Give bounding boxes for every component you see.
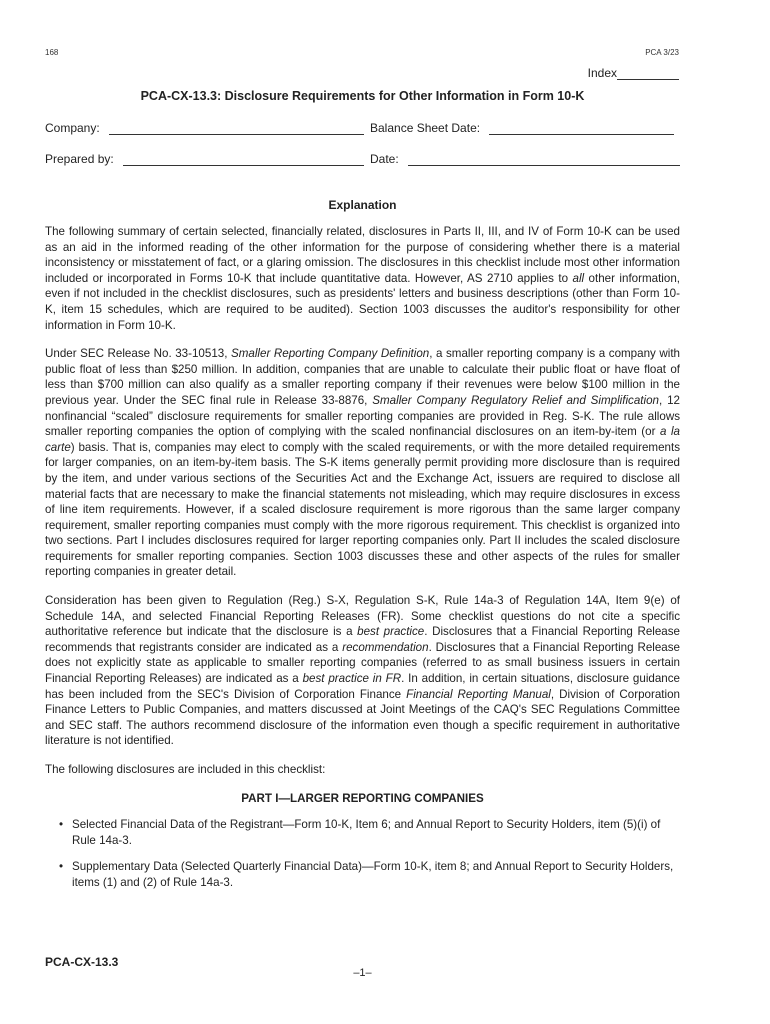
balance-sheet-date-label: Balance Sheet Date: [370, 121, 481, 135]
paragraph-smaller-reporting: Under SEC Release No. 33-10513, Smaller Reporting Company Definition, a smaller reporting company is a company with public float of less than $250 million. In addition, companies that are unable to calculate their public float or have float of less than $700 million can also qualify as a smaller reporting company if their revenues were below $100 million in the previous year. Under the SEC final rule in Release 33-8876, Smaller Company Regulatory Relief and Simplification, 12 nonfinancial “scaled” disclosure requirements for smaller reporting companies are provided in Reg. S-K. The rule allows smaller reporting companies the option of complying with the scaled nonfinancial disclosures on an item-by-item (or a la carte) basis. That is, companies may elect to comply with the scaled requirements, or with the more detailed requirements for larger companies, on an item-by-item basis. The S-K items generally permit providing more disclosure than is required by the item, and under various sections of the Securities Act and the Exchange Act, issuers are required to disclose all material facts that are necessary to make the financial statements not misleading, which may require disclosures in excess of line item requirements. However, if a scaled disclosure requirement is more rigorous than the same larger company requirement, smaller reporting companies must comply with the more rigorous requirement. This checklist is organized into two sections. Part I includes disclosures required for larger reporting companies only. Part II includes the scaled disclosure requirements for smaller reporting companies. Section 1003 discusses these and other aspects of the rules for smaller reporting companies in greater detail. [45, 347, 680, 579]
paragraph-summary: The following summary of certain selected, financially related, disclosures in Parts II, III, and IV of Form 10-K can be used as an aid in the informed reading of the other information for the purpose of considering whether there is a material inconsistency or misstatement of fact, or a glaring omission. The disclosures in this checklist include most other information included or incorporated in Forms 10-K that include quantitative data. However, AS 2710 applies to all other information, even if not included in the checklist disclosures, such as presidents' letters and business descriptions (other than Form 10-K, item 15 schedules, which are required to be audited). Section 1003 discusses the auditor's responsibility for other information in Form 10-K. [45, 225, 680, 332]
footer-form-id: PCA-CX-13.3 [45, 955, 119, 969]
index-input-line[interactable] [617, 67, 679, 80]
balance-sheet-date-input-line[interactable] [489, 122, 674, 135]
prepared-by-field [45, 152, 364, 166]
company-input-line[interactable] [109, 122, 364, 135]
list-item: • Selected Financial Data of the Registrant—Form 10-K, Item 6; and Annual Report to Security Holders, item (5)(i) of Rule 14a-3. [59, 818, 661, 847]
balance-sheet-date-field [370, 121, 674, 135]
prepared-by-input-line[interactable] [123, 153, 364, 166]
list-item: • Supplementary Data (Selected Quarterly Financial Data)—Form 10-K, item 8; and Annual Report to Security Holders, items (1) and (2) of Rule 14a-3. [59, 860, 674, 889]
bullet-icon: • [59, 860, 64, 874]
date-label: Date: [370, 152, 399, 166]
company-field [45, 121, 364, 135]
part1-heading: PART I—LARGER REPORTING COMPANIES [241, 791, 484, 805]
company-label: Company: [45, 121, 100, 135]
paragraph-consideration: Consideration has been given to Regulation (Reg.) S-X, Regulation S-K, Rule 14a-3 of Regulation 14A, Item 9(e) of Schedule 14A, and selected Financial Reporting Releases (FR). Some checklist questions do not cite a specific authoritative reference but indicate that the disclosure is a best practice. Disclosures that a Financial Reporting Release recommends that registrants consider are indicated as a recommendation. Disclosures that a Financial Reporting Release does not explicitly state as applicable to smaller reporting companies (referred to as small business issuers in certain Financial Reporting Releases) are indicated as a best practice in FR. In addition, in certain situations, disclosure guidance has been included from the SEC's Division of Corporation Finance Financial Reporting Manual, Division of Corporation Finance Letters to Public Companies, and matters discussed at Joint Meetings of the CAQ's SEC Regulations Committee and SEC staff. The authors recommend disclosure of the information even though a specific requirement in authoritative literature is not identified. [45, 594, 680, 748]
paragraph-included-disclosures: The following disclosures are included in this checklist: [45, 763, 326, 776]
footer-page-number: –1– [353, 967, 372, 979]
page-title: PCA-CX-13.3: Disclosure Requirements for Other Information in Form 10-K [140, 89, 585, 103]
disclosure-list [45, 817, 680, 890]
bullet-icon: • [59, 818, 64, 832]
index-label: Index [587, 66, 617, 80]
prepared-by-label: Prepared by: [45, 152, 114, 166]
header-edition: PCA 3/23 [645, 48, 679, 57]
date-input-line[interactable] [408, 153, 680, 166]
explanation-heading: Explanation [328, 198, 397, 212]
date-field [370, 152, 680, 166]
header-page-number: 168 [45, 48, 59, 57]
index-field [588, 66, 679, 80]
body-text [45, 224, 680, 902]
